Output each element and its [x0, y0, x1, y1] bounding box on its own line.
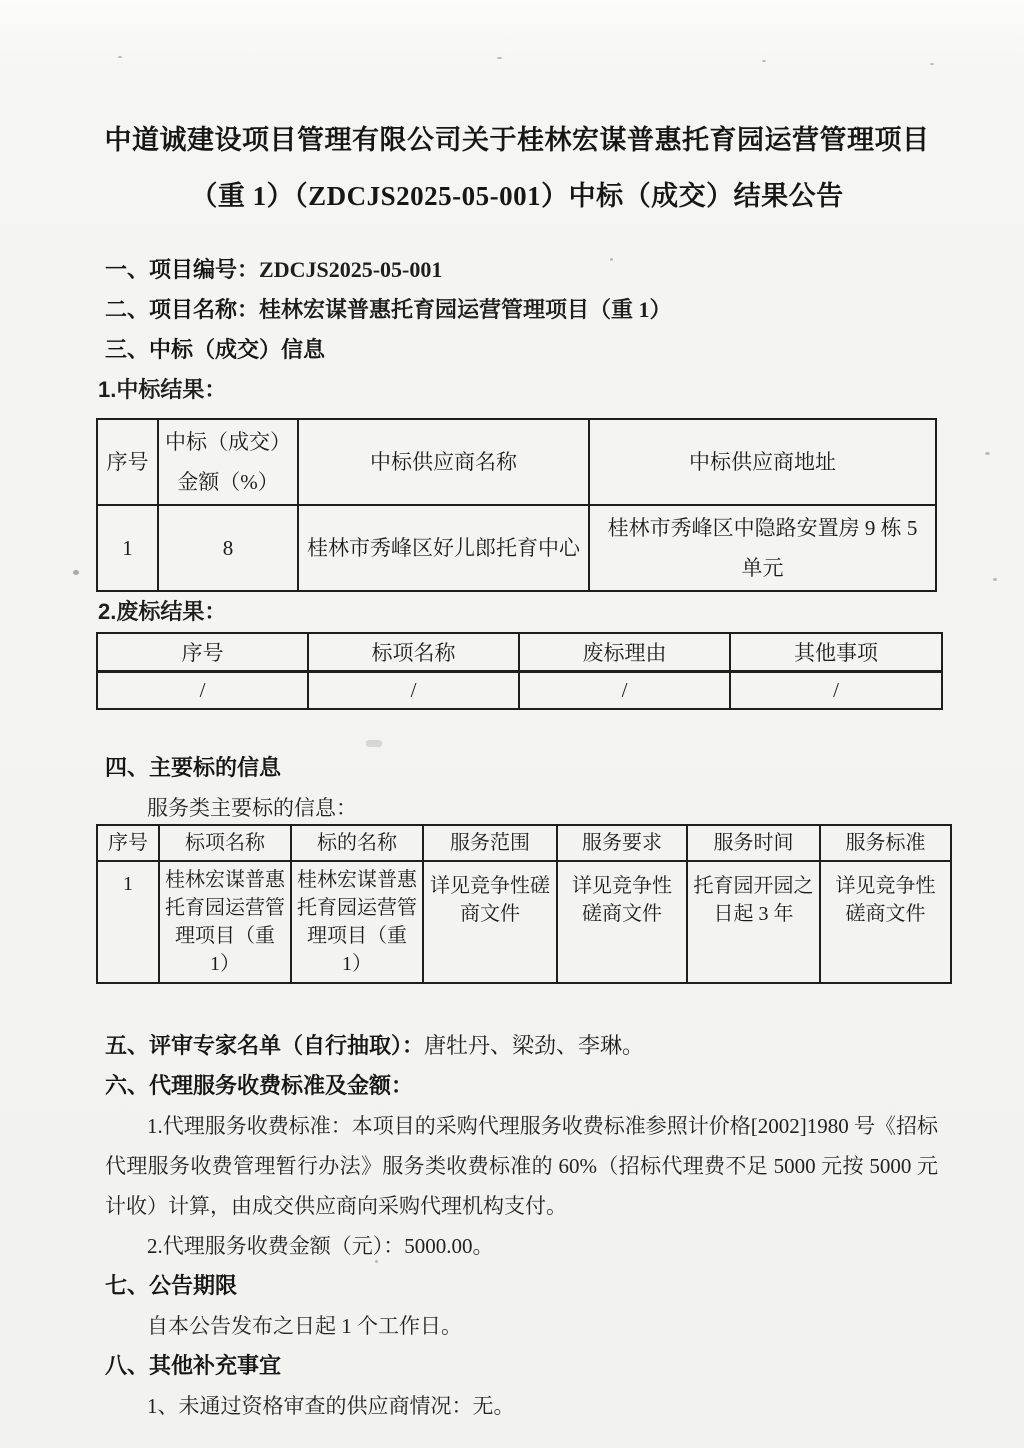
other-heading: 八、其他补充事宜 [105, 1353, 282, 1378]
rejected-result-label: 2.废标结果： [98, 599, 227, 624]
scan-speck [497, 57, 502, 59]
service-table-header-cell: 服务范围 [423, 825, 557, 861]
document-title-line2: （重 1）（ZDCJS2025-05-001）中标（成交）结果公告 [190, 181, 844, 211]
service-table-cell: 桂林宏谋普惠托育园运营管理项目（重 1） [159, 861, 291, 983]
rejected-table-cell: / [519, 671, 730, 709]
rejected-table-header-cell: 标项名称 [308, 633, 519, 671]
rejected-table-header-cell: 其他事项 [730, 633, 942, 671]
table-header-row [97, 633, 942, 671]
scan-speck [993, 578, 997, 581]
rejected-table-cell: / [308, 671, 519, 709]
rejected-table-header-cell: 废标理由 [519, 633, 730, 671]
service-subject-note: 服务类主要标的信息： [147, 796, 357, 820]
scan-speck [118, 56, 122, 58]
experts-label: 五、评审专家名单（自行抽取）： [105, 1033, 425, 1058]
award-table-cell: 8 [158, 505, 298, 591]
service-table-header-cell: 标的名称 [291, 825, 423, 861]
scan-speck [610, 258, 613, 261]
table-row [97, 861, 951, 983]
rejected-table-cell: / [730, 671, 942, 709]
service-table-cell: 详见竞争性磋商文件 [423, 861, 557, 983]
service-table-cell: 详见竞争性磋商文件 [820, 861, 951, 983]
project-name-value: 桂林宏谋普惠托育园运营管理项目（重 1） [259, 297, 672, 322]
project-name-label: 二、项目名称： [105, 297, 260, 322]
experts-value: 唐牡丹、梁劲、李琳。 [424, 1033, 645, 1058]
scan-smudge [366, 740, 382, 747]
scan-speck [375, 1260, 378, 1263]
experts-line [96, 1026, 938, 1066]
project-number-line [96, 250, 938, 290]
award-result-label: 1.中标结果： [98, 377, 227, 402]
notice-period-text: 自本公告发布之日起 1 个工作日。 [147, 1314, 462, 1338]
service-table-header-cell: 服务时间 [687, 825, 820, 861]
award-table-header-cell: 序号 [97, 419, 158, 505]
service-table-header-cell: 序号 [97, 825, 159, 861]
notice-period-heading: 七、公告期限 [105, 1273, 238, 1298]
agency-fee-heading: 六、代理服务收费标准及金额： [105, 1073, 414, 1098]
agency-fee-standard-paragraph: 1.代理服务收费标准：本项目的采购代理服务收费标准参照计价格[2002]1980 号《招标代理服务收费管理暂行办法》服务类收费标准的 60%（招标代理费不足 5000 元按 5000 元计收）计算，由成交供应商向采购代理机构支付。 [105, 1114, 938, 1218]
table-row [97, 671, 942, 709]
award-table-cell: 桂林市秀峰区中隐路安置房 9 栋 5 单元 [589, 505, 936, 591]
service-table-cell: 桂林宏谋普惠托育园运营管理项目（重 1） [291, 861, 423, 983]
table-header-row [97, 825, 951, 861]
service-table-header-cell: 标项名称 [159, 825, 291, 861]
service-table-header-cell: 服务要求 [557, 825, 687, 861]
service-table-header-cell: 服务标准 [820, 825, 951, 861]
table-row [97, 505, 936, 591]
rejected-table-header-cell: 序号 [97, 633, 308, 671]
service-table-cell: 详见竞争性磋商文件 [557, 861, 687, 983]
other-text: 1、未通过资格审查的供应商情况：无。 [147, 1394, 515, 1418]
rejected-table-cell: / [97, 671, 308, 709]
service-subjects-table [96, 824, 952, 984]
scan-speck [73, 570, 79, 575]
project-number-value: ZDCJS2025-05-001 [259, 257, 443, 282]
award-table-cell: 桂林市秀峰区好儿郎托育中心 [298, 505, 589, 591]
scan-speck [985, 452, 990, 455]
award-table-cell: 1 [97, 505, 158, 591]
project-name-line [96, 290, 938, 330]
scan-speck [930, 63, 934, 65]
table-header-row [97, 419, 936, 505]
project-number-label: 一、项目编号： [105, 257, 260, 282]
award-result-table [96, 418, 937, 592]
award-info-heading: 三、中标（成交）信息 [105, 337, 326, 362]
award-table-header-cell: 中标供应商地址 [589, 419, 936, 505]
agency-fee-amount-paragraph: 2.代理服务收费金额（元）：5000.00。 [147, 1234, 494, 1258]
award-table-header-cell: 中标供应商名称 [298, 419, 589, 505]
service-table-cell: 托育园开园之日起 3 年 [687, 861, 820, 983]
rejected-bids-table [96, 632, 943, 710]
document-title [96, 112, 938, 224]
main-subject-heading: 四、主要标的信息 [105, 755, 282, 780]
service-table-cell: 1 [97, 861, 159, 983]
document-title-line1: 中道诚建设项目管理有限公司关于桂林宏谋普惠托育园运营管理项目 [104, 125, 930, 155]
award-table-header-cell: 中标（成交）金额（%） [158, 419, 298, 505]
scan-speck [762, 60, 766, 62]
